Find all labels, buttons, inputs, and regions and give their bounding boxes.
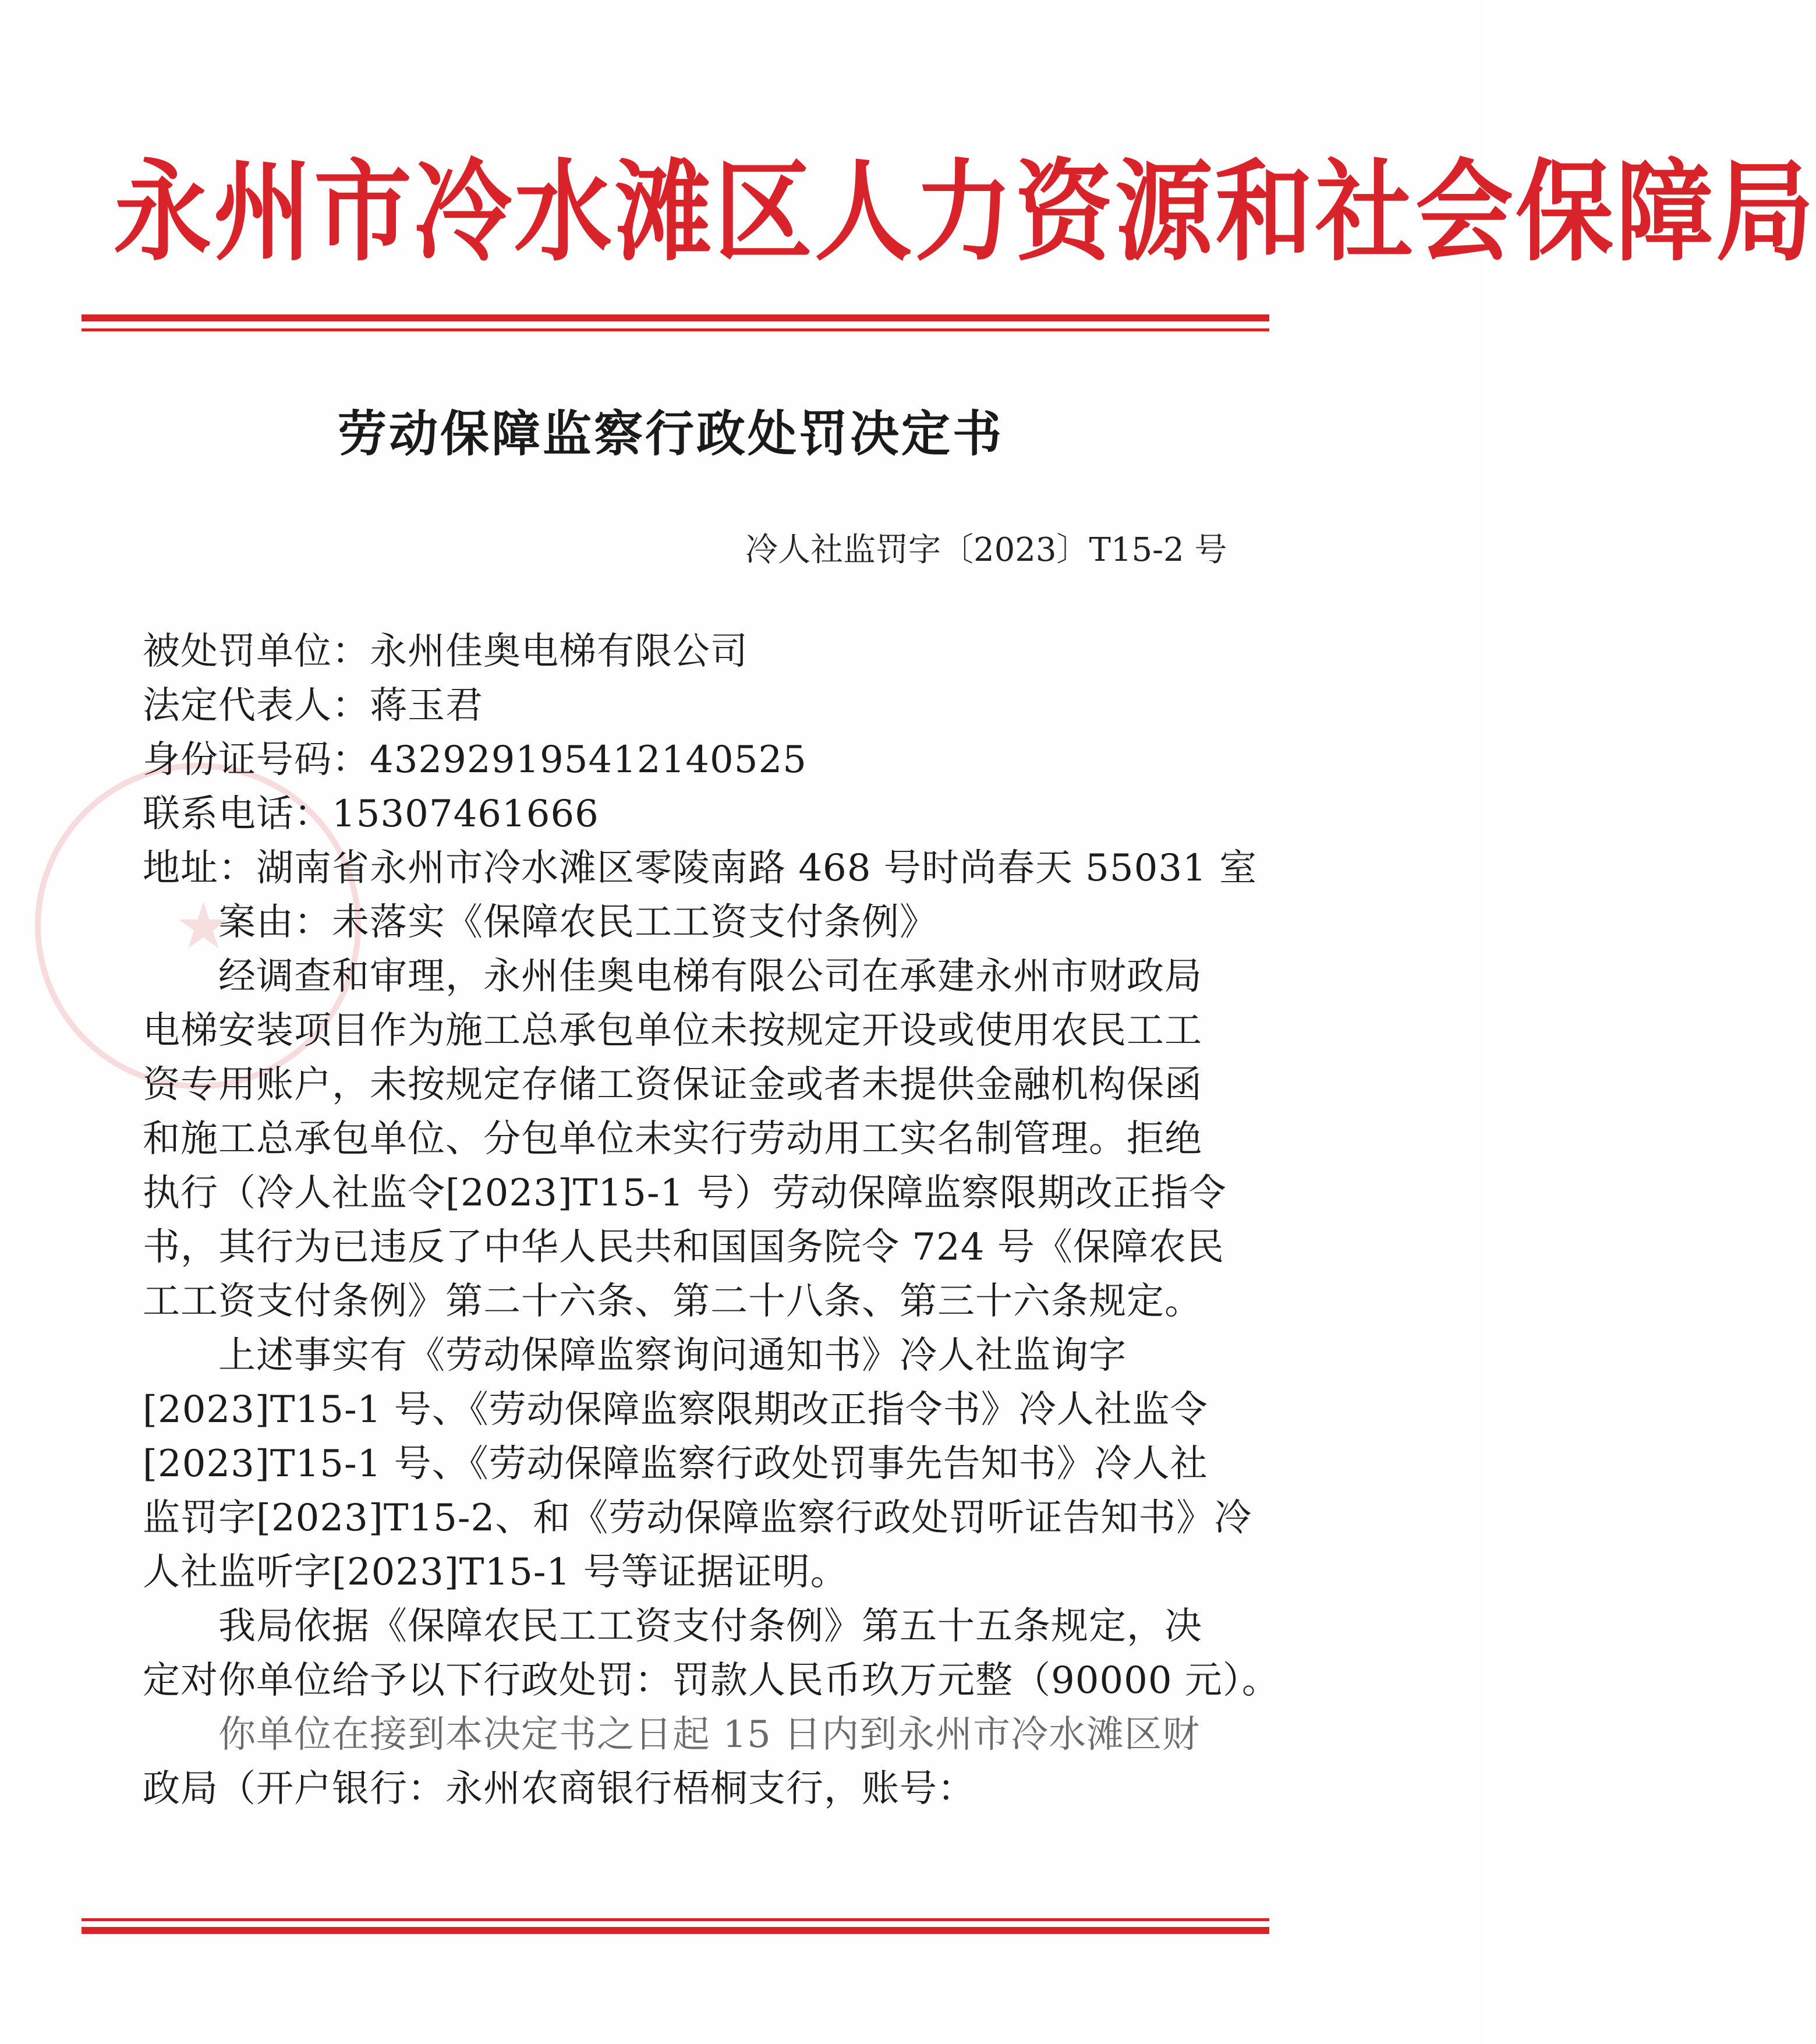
contact-phone: 联系电话：15307461666: [143, 793, 599, 836]
header-rule-thick: [82, 314, 1269, 321]
paragraph-line: 资专用账户，未按规定存储工资保证金或者未提供金融机构保函: [143, 1063, 1202, 1106]
case-cause: 案由：未落实《保障农民工工资支付条例》: [218, 901, 937, 944]
penalized-unit: 被处罚单位：永州佳奥电梯有限公司: [143, 630, 748, 673]
paragraph-line: 经调查和审理，永州佳奥电梯有限公司在承建永州市财政局: [218, 955, 1202, 998]
paragraph-line: 电梯安装项目作为施工总承包单位未按规定开设或使用农民工工: [143, 1009, 1202, 1052]
footer-rule-thin: [82, 1918, 1269, 1921]
id-number: 身份证号码：432929195412140525: [143, 738, 807, 781]
paragraph-line: 上述事实有《劳动保障监察询问通知书》冷人社监询字: [218, 1334, 1127, 1377]
paragraph-line: 和施工总承包单位、分包单位未实行劳动用工实名制管理。拒绝: [143, 1118, 1202, 1161]
paragraph-line: 政局（开户银行：永州农商银行梧桐支行，账号：: [143, 1767, 975, 1810]
address: 地址：湖南省永州市冷水滩区零陵南路 468 号时尚春天 55031 室: [143, 847, 1258, 890]
paragraph-line: 定对你单位给予以下行政处罚：罚款人民币玖万元整（90000 元）。: [143, 1659, 1280, 1702]
footer-rule-thick: [82, 1927, 1269, 1934]
paragraph-line: [2023]T15-1 号、《劳动保障监察限期改正指令书》冷人社监令: [143, 1388, 1208, 1431]
paragraph-line: 人社监听字[2023]T15-1 号等证据证明。: [143, 1551, 848, 1594]
legal-representative: 法定代表人：蒋玉君: [143, 684, 483, 727]
document-title: 劳动保障监察行政处罚决定书: [338, 405, 1004, 462]
header-rule-thin: [82, 328, 1269, 331]
agency-header: 永州市冷水滩区人力资源和社会保障局: [114, 147, 1816, 277]
paragraph-line: 我局依据《保障农民工工资支付条例》第五十五条规定，决: [218, 1605, 1202, 1648]
seal-star-icon: ★: [175, 889, 232, 963]
paragraph-line: 书，其行为已违反了中华人民共和国国务院令 724 号《保障农民: [143, 1226, 1224, 1269]
document-number: 冷人社监罚字〔2023〕T15-2 号: [745, 531, 1227, 569]
paragraph-line: [2023]T15-1 号、《劳动保障监察行政处罚事先告知书》冷人社: [143, 1442, 1208, 1486]
paragraph-line: 工工资支付条例》第二十六条、第二十八条、第三十六条规定。: [143, 1280, 1202, 1323]
paragraph-line: 你单位在接到本决定书之日起 15 日内到永州市冷水滩区财: [218, 1713, 1201, 1756]
paragraph-line: 监罚字[2023]T15-2、和《劳动保障监察行政处罚听证告知书》冷: [143, 1497, 1252, 1540]
paragraph-line: 执行（冷人社监令[2023]T15-1 号）劳动保障监察限期改正指令: [143, 1172, 1227, 1215]
